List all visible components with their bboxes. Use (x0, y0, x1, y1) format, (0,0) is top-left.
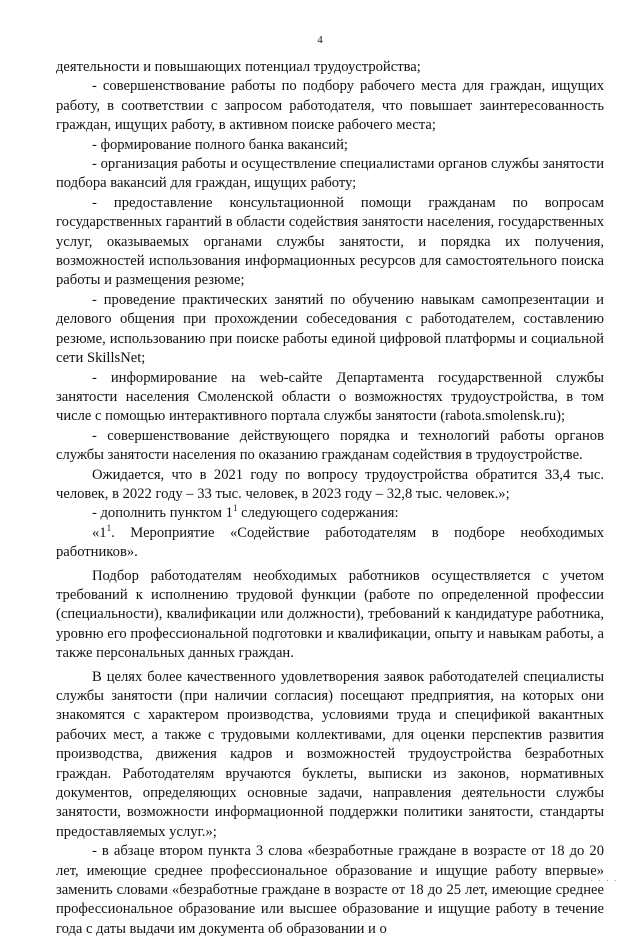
paragraph: В целях более качественного удовлетворения заявок работодателей специалисты службы занятости (при наличии согласия) посещают предприятия, на которых они знакомятся с характером производства, условиями труда и спецификой вакантных рабочих мест, а также с трудовыми коллективами, для оценки перспектив развития производства, движения кадров и возможностей трудоустройства безработных граждан. Работодателям вручаются буклеты, выписки из законов, нормативных документов, определяющих основные задачи, направления деятельности службы занятости, возможности информационной поддержки политики занятости, стандарты предоставляемых услуг.»; (56, 668, 604, 840)
list-item: - предоставление консультационной помощи гражданам по вопросам государственных гарантий в области содействия занятости населения, государственных услуг, оказываемых органами службы занятости, и порядка их получения, возможностей использования информационных ресурсов для самостоятельного поиска работы и размещения резюме; (56, 194, 604, 289)
paragraph: Подбор работодателям необходимых работников осуществляется с учетом требований к исполнению трудовой функции (работе по определенной профессии (специальности), квалификации или должности), требований к кандидатуре работника, уровню его профессиональной подготовки и квалификации, опыту и навыкам работы, а также персональных данных граждан. (56, 567, 604, 662)
section-heading (56, 524, 604, 563)
paragraph: Ожидается, что в 2021 году по вопросу трудоустройства обратится 33,4 тыс. человек, в 2022 году – 33 тыс. человек, в 2023 году – 32,8 тыс. человек.»; (56, 466, 604, 502)
amendment-text-start: - дополнить пунктом 1 (92, 505, 233, 522)
list-item: - организация работы и осуществление специалистами органов службы занятости подбора вакансий для граждан, ищущих работу; (56, 156, 604, 192)
amendment-line (56, 504, 604, 523)
scan-artifact: · · · · (590, 876, 618, 887)
superscript: 1 (232, 503, 238, 514)
list-item: - информирование на web-сайте Департамента государственной службы занятости населения Смоленской области о возможностях трудоустройства, в том числе с помощью интерактивного портала службы занятости (rabota.smolensk.ru); (56, 369, 604, 425)
superscript: 1 (106, 522, 112, 533)
body-text (56, 58, 604, 939)
list-item: - совершенствование работы по подбору рабочего места для граждан, ищущих работу, в соответствии с запросом работодателя, что повышает заинтересованность граждан, ищущих работу, в активном поиске рабочего места; (56, 78, 604, 134)
page-number: 4 (317, 34, 323, 46)
list-item: - проведение практических занятий по обучению навыкам самопрезентации и делового общения при прохождении собеседования с работодателем, составлению резюме, использованию при поиске работы единой цифровой платформы и социальной сети SkillsNet; (56, 291, 604, 367)
amendment-text-end: следующего содержания: (237, 505, 399, 522)
paragraph: деятельности и повышающих потенциал трудоустройства; (56, 59, 421, 75)
heading-text: . Мероприятие «Содействие работодателям в подборе необходимых работников». (56, 524, 604, 561)
list-item: - совершенствование действующего порядка и технологий работы органов службы занятости населения по оказанию гражданам содействия в трудоустройстве. (56, 427, 604, 464)
heading-number: «1 (92, 524, 107, 541)
list-item: - формирование полного банка вакансий; (92, 136, 348, 153)
amendment-paragraph: - в абзаце втором пункта 3 слова «безработные граждане в возрасте от 18 до 20 лет, имеющие среднее профессиональное образование и ищущие работу впервые» заменить словами «безработные граждане в возрасте от 18 до 25 лет, имеющие среднее профессиональное образование или высшее образование и ищущие работу в течение года с даты выдачи им документа об образовании и о (56, 843, 604, 937)
